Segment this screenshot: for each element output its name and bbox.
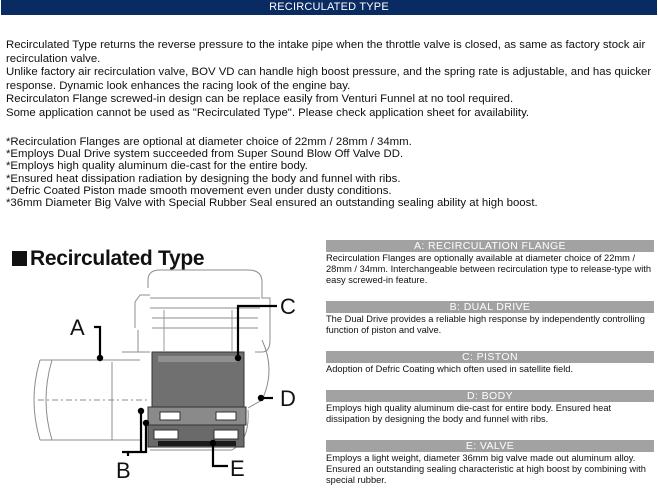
diagram-title-text: Recirculated Type <box>30 247 205 270</box>
feature-box-body <box>326 390 654 425</box>
feature-bullet: *Defric Coated Piston made smooth movement even under dusty conditions. <box>6 184 392 197</box>
feature-bullet: *Employs high quality aluminum die-cast for the entire body. <box>6 160 308 173</box>
marker-e <box>210 440 216 446</box>
feature-box-dual-drive <box>326 301 654 336</box>
intro-paragraph: Recirculated Type returns the reverse pressure to the intake pipe when the throttle valve is closed, as same as factory stock air recirculation valve. <box>6 39 646 65</box>
feature-bullet: *Employs Dual Drive system succeeded from Super Sound Blow Off Valve DD. <box>6 148 404 161</box>
marker-c <box>235 355 241 361</box>
label-d: D <box>280 386 296 411</box>
label-b: B <box>116 458 131 483</box>
feature-description: The Dual Drive provides a reliable high response by independently controlling function of piston and valve. <box>326 314 645 335</box>
marker-b <box>143 420 149 426</box>
feature-header: C: PISTON <box>326 351 654 363</box>
feature-description: Adoption of Defric Coating which often used in satellite field. <box>326 364 574 374</box>
cap-ribs <box>150 298 260 328</box>
marker-b2 <box>138 408 144 414</box>
feature-bullet: *Recirculation Flanges are optional at diameter choice of 22mm / 28mm / 34mm. <box>6 136 412 148</box>
feature-header: E: VALVE <box>326 440 654 452</box>
marker-d <box>258 395 264 401</box>
label-c: C <box>280 294 296 319</box>
feature-bullet: *36mm Diameter Big Valve with Special Rubber Seal ensured an outstanding sealing ability at high boost. <box>6 197 538 210</box>
feature-box-valve <box>326 440 654 486</box>
label-e: E <box>230 456 245 481</box>
page-title-bar <box>1 0 657 15</box>
intro-paragraph: Recirculaton Flange screwed-in design can be replace easily from Venturi Funnel at no tool required. <box>6 93 514 105</box>
intro-paragraph: Some application cannot be used as "Recirculated Type". Please check application sheet for availability. <box>6 106 530 119</box>
feature-box-piston <box>326 351 654 375</box>
intro-paragraph: Unlike factory air recirculation valve, BOV VD can handle high boost pressure, and the spring rate is adjustable, and has quicker response. Dynamic look enhances the racing look of the engine bay. <box>6 66 652 92</box>
feature-bullet: *Ensured heat dissipation radiation by designing the body and funnel with ribs. <box>6 172 401 185</box>
feature-description: Recirculation Flanges are optionally available at diameter choice of 22mm / 28mm / 34mm. Interchangeable between recirculation type to release-type with easy screwed-in feature. <box>326 253 652 285</box>
feature-bullet-list <box>6 136 654 209</box>
piston-part <box>152 310 244 407</box>
leader-c <box>238 306 277 358</box>
page-title: RECIRCULATED TYPE <box>269 1 389 13</box>
feature-description: Employs a light weight, diameter 36mm big valve made out aluminum alloy. Ensured an outstanding sealing characteristic at high boost by combining with special rubber. <box>326 453 646 485</box>
cap-rim <box>135 295 150 328</box>
leader-a <box>94 327 100 357</box>
marker-a <box>97 355 103 361</box>
cutaway-drawing <box>0 240 322 494</box>
feature-description: Employs high quality aluminum die-cast for entire body. Ensured heat dissipation by designing the body and funnel with ribs. <box>326 403 612 424</box>
valve-part <box>148 425 244 447</box>
feature-header: A: RECIRCULATION FLANGE <box>326 240 654 252</box>
label-a: A <box>70 315 85 340</box>
feature-header: B: DUAL DRIVE <box>326 301 654 313</box>
valve-cutaway-diagram <box>0 240 322 494</box>
feature-box-recirculation-flange <box>326 240 654 286</box>
cap-outline <box>148 270 270 352</box>
intro-text <box>6 39 654 120</box>
dual-drive-part <box>148 407 246 425</box>
feature-header: D: BODY <box>326 390 654 402</box>
